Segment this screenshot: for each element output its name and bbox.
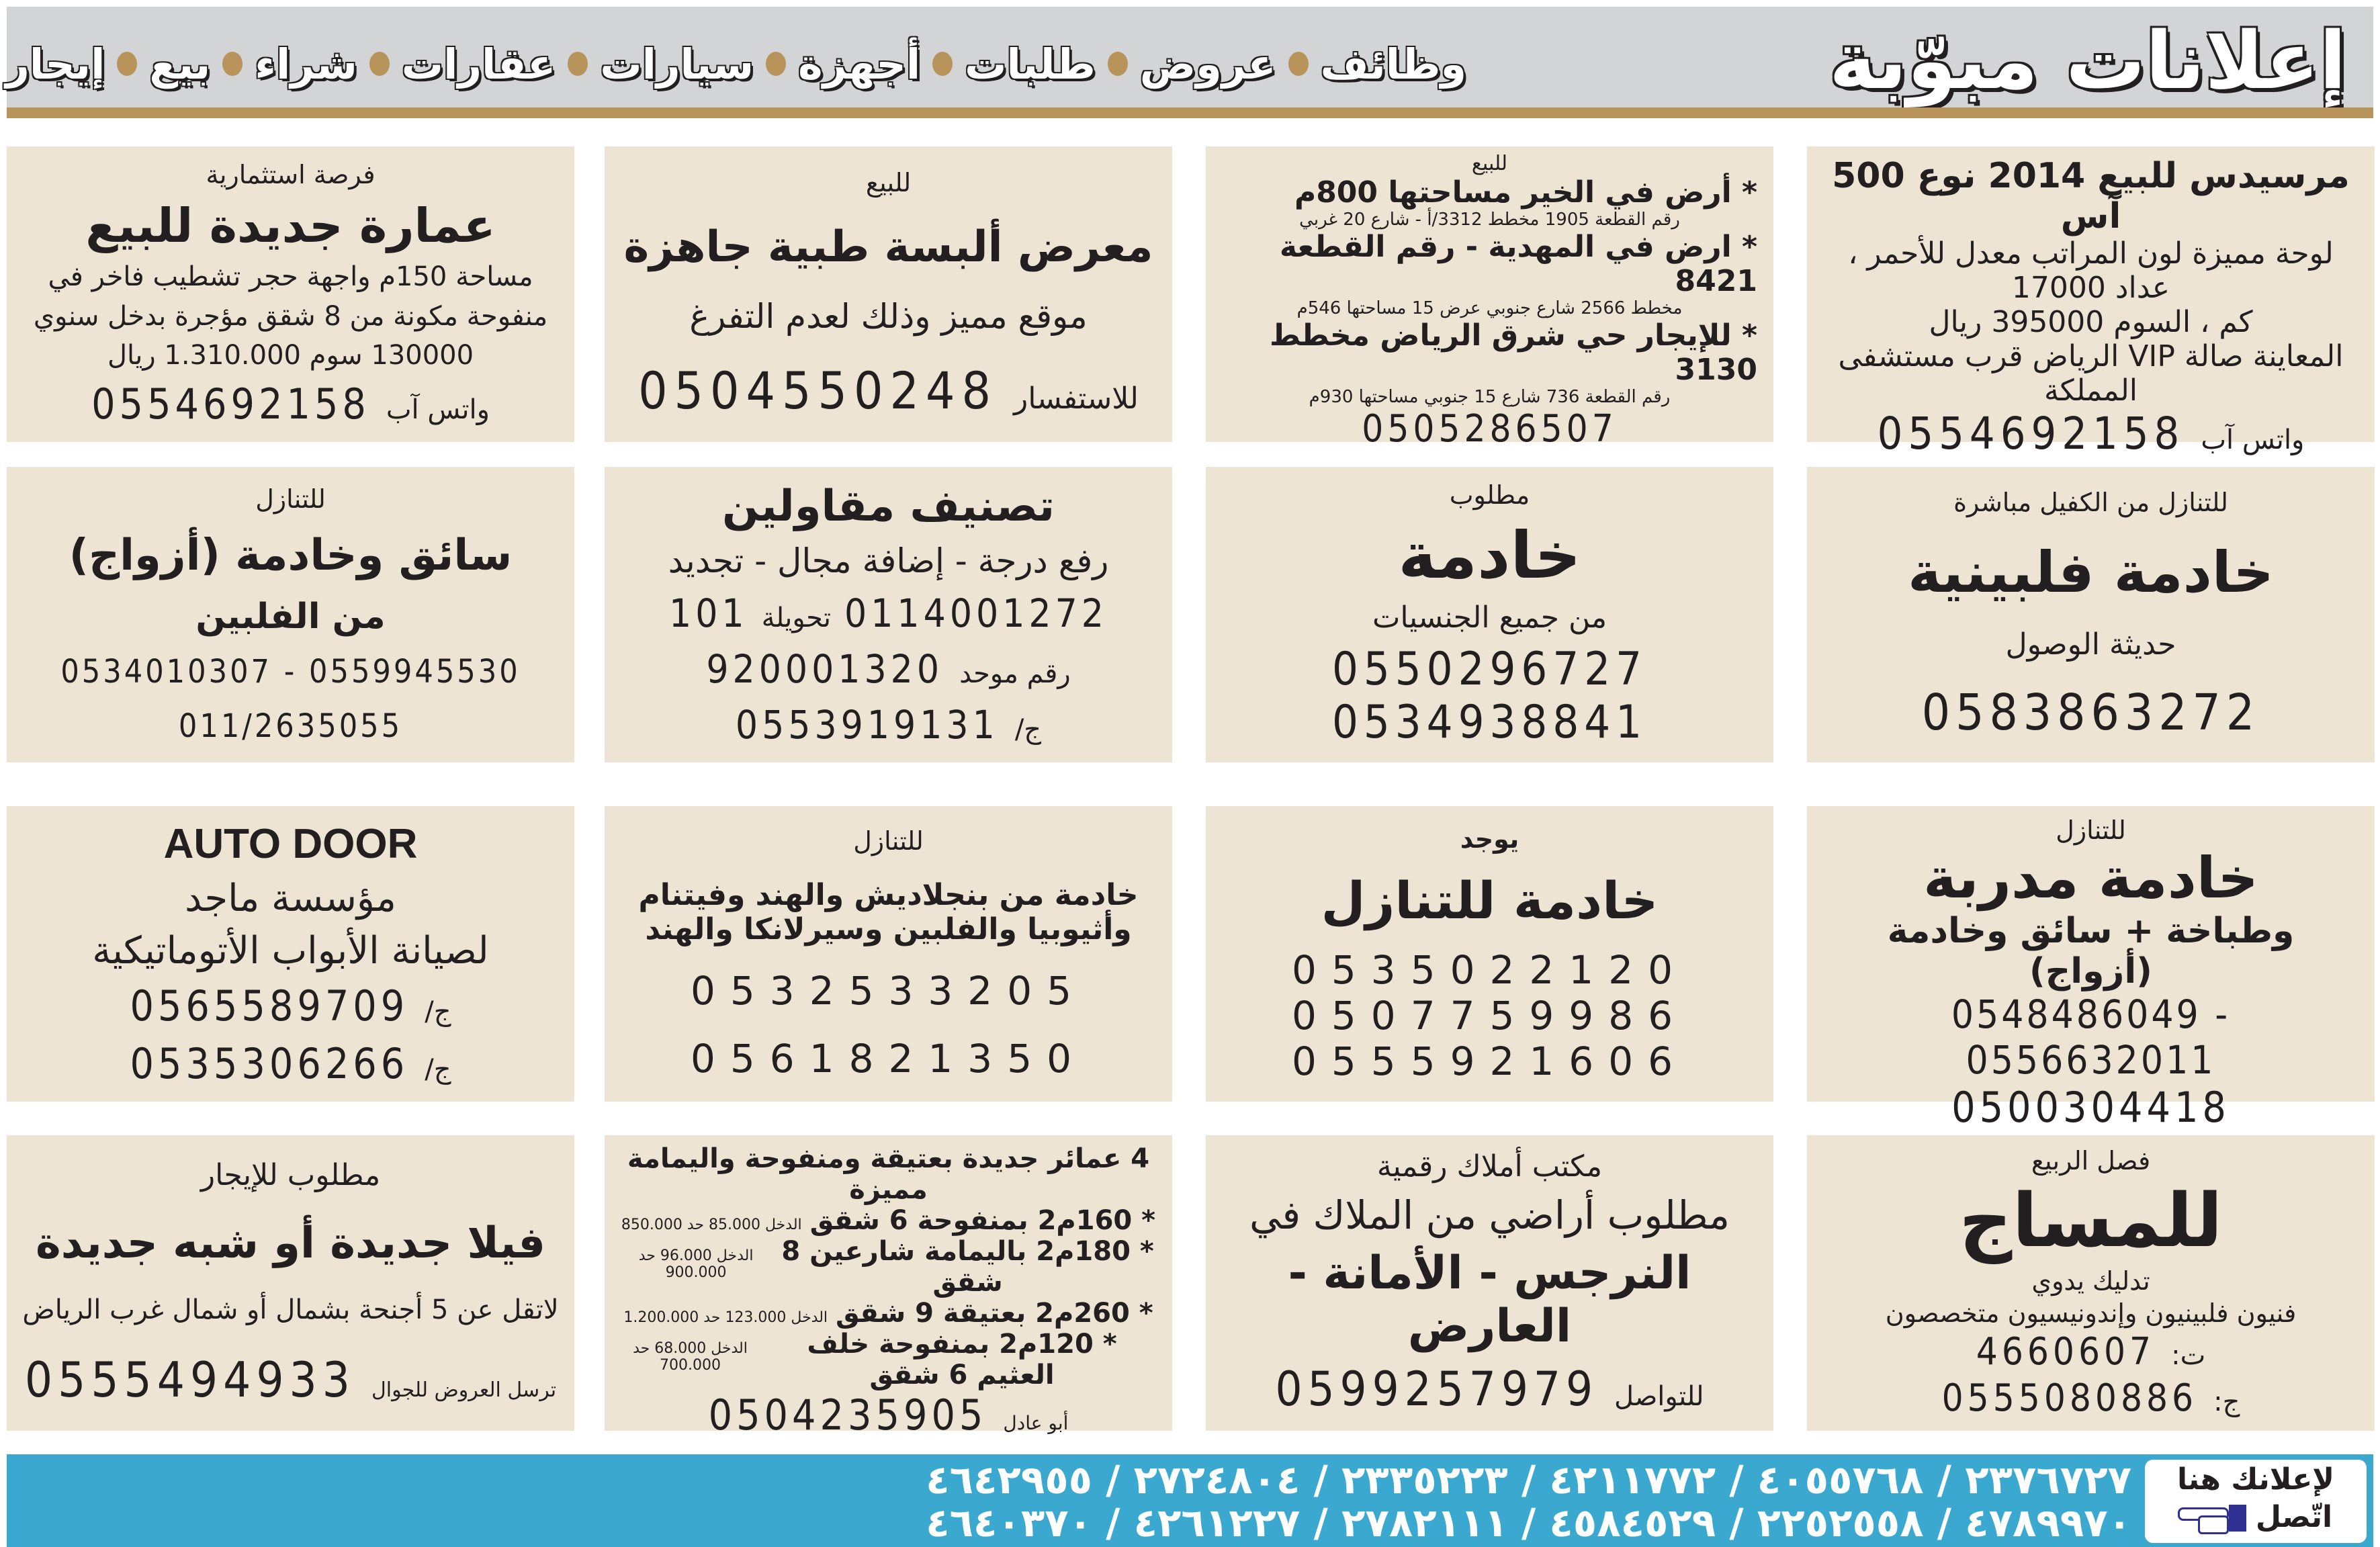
ad-auto-door[interactable] [7, 806, 574, 1102]
ad-kicker: مطلوب [1449, 480, 1530, 510]
phone-number[interactable]: 011/2635055 [178, 707, 403, 745]
ad-text: وطباخة + سائق وخادمة (أزواج) [1887, 911, 2295, 991]
phone-number[interactable]: 0583863272 [1921, 684, 2260, 742]
ad-text: المعاينة صالة VIP الرياض قرب مستشفى المملكة [1838, 339, 2344, 408]
phone-number[interactable]: 0504235905 [708, 1390, 987, 1440]
ad-building-sale[interactable] [7, 146, 574, 442]
call-label: اتّصل [2255, 1500, 2333, 1534]
category-devices[interactable]: أجهزة [798, 39, 921, 89]
ad-text: تدليك يدوي [2031, 1266, 2150, 1296]
advertise-label: لإعلانك هنا [2176, 1462, 2335, 1497]
listing-item: * 120م2 بمنفوحة خلف العثيم 6 شقق الدخل 68.000 حد 700.000 [633, 1329, 1117, 1390]
ad-item-detail: رقم القطعة 736 شارع 15 جنوبي مساحتها 930م [1309, 387, 1671, 407]
ad-kicker: للتنازل [853, 826, 924, 856]
ad-text: منفوحة مكونة من 8 شقق مؤجرة بدخل سنوي [33, 300, 548, 332]
ad-title: عمارة جديدة للبيع [85, 197, 496, 253]
ad-text: موقع مميز وذلك لعدم التفرغ [689, 296, 1088, 336]
phone-number[interactable]: 4660607 [1976, 1330, 2156, 1374]
ad-title: خادمة فلبينية [1908, 539, 2274, 605]
ad-text: حديثة الوصول [2005, 627, 2176, 662]
ad-text: 130000 سوم 1.310.000 ريال [107, 340, 474, 371]
mobile-label: ج/ [425, 996, 451, 1027]
ad-title: تصنيف مقاولين [721, 481, 1055, 531]
footer-contact-bar [7, 1454, 2373, 1547]
ad-kicker: فصل الربيع [2031, 1145, 2151, 1176]
ad-text: مساحة 150م واجهة حجر تشطيب فاخر في [48, 261, 533, 293]
ad-item: * للإيجار حي شرق الرياض مخطط 3130 [1270, 318, 1757, 387]
ad-item-detail: رقم القطعة 1905 مخطط 3312/أ - شارع 20 غربي [1299, 210, 1680, 230]
ad-text: خادمة من بنجلاديش والهند وفيتنام [638, 877, 1139, 912]
ad-title: خادمة مدربة [1923, 845, 2258, 911]
phone-label: واتس آب [2201, 425, 2305, 455]
ad-title: معرض ألبسة طبية جاهزة [623, 222, 1153, 273]
ad-four-buildings[interactable] [605, 1135, 1172, 1440]
ad-text: فنيون فلبينيون وإندونيسيون متخصصون [1885, 1298, 2297, 1328]
ad-item-detail: مخطط 2566 شارع جنوبي عرض 15 مساحتها 546م [1296, 298, 1683, 318]
ad-real-estate-office[interactable] [1206, 1135, 1773, 1431]
bullet-dot-icon [1288, 52, 1309, 76]
ad-title: سائق وخادمة (أزواج) [69, 530, 513, 580]
ad-text: كم ، السوم 395000 ريال [1929, 305, 2253, 339]
mobile-label: ج: [2213, 1386, 2240, 1418]
ad-item: * ارض في المهدية - رقم القطعة 8421 [1279, 230, 1757, 298]
phone-number[interactable]: 0599257979 [1275, 1362, 1599, 1417]
phone-number[interactable]: 0535022120 [1292, 946, 1688, 993]
bullet-dot-icon [369, 52, 390, 76]
ad-maid-wanted[interactable] [1206, 467, 1773, 762]
bullet-dot-icon [117, 52, 137, 76]
phone-number[interactable]: 0532533205 [691, 968, 1087, 1014]
category-requests[interactable]: طلبات [965, 39, 1096, 89]
unified-number-label: رقم موحد [959, 658, 1071, 690]
phone-number[interactable]: 0555080886 [1941, 1376, 2198, 1421]
tel-label: ت: [2171, 1340, 2206, 1372]
unified-number[interactable]: 920001320 [706, 646, 944, 693]
phone-number[interactable]: 0507759986 [1292, 992, 1688, 1038]
ad-trained-maid[interactable] [1807, 806, 2375, 1132]
header-banner [7, 7, 2373, 107]
ad-kicker: للتنازل [255, 484, 326, 515]
ad-kicker: للتنازل [2056, 815, 2126, 845]
advertise-here-box[interactable] [2145, 1460, 2367, 1543]
phone-label: للاستفسار [1013, 381, 1139, 416]
listing-item: * 180م2 باليمامة شارعين 8 شقق الدخل 96.000 حد 900.000 [638, 1236, 1154, 1298]
phone-number[interactable]: 0561821350 [691, 1035, 1087, 1081]
ad-massage[interactable] [1807, 1135, 2375, 1431]
listing-item: * 160م2 بمنفوحة 6 شقق الدخل 85.000 حد 850.000 [621, 1205, 1156, 1236]
ad-kicker: للتنازل من الكفيل مباشرة [1953, 487, 2228, 517]
footer-phone-numbers [15, 1458, 2131, 1544]
mobile-label: ج/ [1014, 714, 1042, 746]
phone-number[interactable]: 0553919131 [735, 702, 999, 748]
ad-villa-wanted[interactable] [7, 1135, 574, 1431]
category-jobs[interactable]: وظائف [1320, 39, 1466, 89]
ad-kicker: مكتب أملاك رقمية [1376, 1149, 1603, 1184]
phone-number[interactable]: 0554692158 [91, 379, 370, 429]
phone-label: ترسل العروض للجوال [371, 1378, 557, 1403]
page-title: إعلانات مبوّبة [1829, 14, 2346, 107]
category-sale[interactable]: بيع [149, 39, 211, 89]
ad-medical-clothing-shop[interactable] [605, 146, 1172, 442]
ad-title: مرسيدس للبيع 2014 نوع 500 آس [1832, 156, 2350, 236]
ad-text: لاتقل عن 5 أجنحة بشمال أو شمال غرب الرياض [22, 1294, 559, 1326]
ad-text: وأثيوبيا والفلبين وسيرلانكا والهند [645, 912, 1132, 946]
ad-maids-nationalities[interactable] [605, 806, 1172, 1102]
phone-label: واتس آب [386, 394, 490, 425]
phone-number[interactable]: 0535306266 [130, 1038, 409, 1088]
phone-number[interactable]: 0555494933 [24, 1352, 355, 1409]
bullet-dot-icon [222, 52, 243, 76]
phone-numbers-line[interactable]: ٤٧٨٩٩٧٠ / ٢٢٥٢٥٥٨ / ٤٥٨٤٥٢٩ / ٢٧٨٢١١١ / ٤٢٦١٢٢٧ / ٤٦٤٠٣٧٠ [926, 1500, 2131, 1546]
extension-label: تحويلة [761, 602, 832, 633]
ad-kicker: فرصة استثمارية [206, 160, 376, 190]
category-cars[interactable]: سيارات [600, 39, 754, 89]
ad-filipino-maid[interactable] [1807, 467, 2375, 762]
ad-kicker: مطلوب للإيجار [200, 1157, 381, 1192]
ad-text: لوحة مميزة لون المراتب معدل للأحمر ، عداد 17000 [1848, 236, 2334, 305]
phone-number[interactable]: 0114001272 [844, 590, 1108, 636]
ad-text: مؤسسة ماجد [185, 876, 396, 920]
category-buy[interactable]: شراء [255, 39, 357, 89]
ad-text: من الفلبين [195, 596, 386, 637]
bullet-dot-icon [1108, 52, 1128, 76]
phone-number[interactable]: 0504550248 [638, 360, 998, 421]
listing-item: * 260م2 بعتيقة 9 شقق الدخل 123.000 حد 1.200.000 [623, 1298, 1153, 1329]
ad-title: للمساج [1959, 1178, 2223, 1264]
category-offers[interactable]: عروض [1139, 39, 1276, 89]
mobile-label: ج/ [425, 1053, 451, 1085]
ad-contractor-classification[interactable] [605, 467, 1172, 762]
phone-number[interactable]: 0534938841 [1331, 696, 1648, 750]
ad-text: من جميع الجنسيات [1372, 601, 1607, 635]
ad-title: فيلا جديدة أو شبه جديدة [35, 1218, 546, 1268]
ad-land-sale[interactable] [1206, 146, 1773, 451]
category-list [5, 34, 1466, 94]
phone-numbers-line[interactable]: ٢٣٧٦٧٢٧ / ٤٠٥٥٧٦٨ / ٤٢١١٧٧٢ / ٢٣٣٥٢٢٣ / ٢٧٢٤٨٠٤ / ٤٦٤٢٩٥٥ [926, 1457, 2131, 1503]
phone-number[interactable]: 0505286507 [1362, 407, 1618, 451]
phone-number[interactable]: 0550296727 [1331, 643, 1648, 697]
bullet-dot-icon [766, 52, 786, 76]
ad-title: 4 عمائر جديدة بعتيقة ومنفوحة واليمامة مميزة [627, 1143, 1150, 1205]
category-real-estate[interactable]: عقارات [401, 39, 556, 89]
extension-number: 101 [669, 590, 748, 636]
phone-number[interactable]: 0548486049 - 0556632011 [1951, 991, 2231, 1083]
phone-number[interactable]: 0555921606 [1292, 1038, 1688, 1084]
ad-kicker: يوجد [1460, 824, 1519, 854]
ad-title: خادمة للتنازل [1321, 870, 1659, 930]
ad-text: رفع درجة - إضافة مجال - تجديد [668, 541, 1109, 580]
ad-title: النرجس - الأمانة - العارض [1288, 1247, 1691, 1354]
phone-label: أبو عادل [1003, 1412, 1069, 1434]
phone-number[interactable]: 0565589709 [130, 981, 409, 1030]
ad-driver-maid-couple[interactable] [7, 467, 574, 762]
ad-text: لصيانة الأبواب الأتوماتيكية [92, 928, 489, 973]
bullet-dot-icon [568, 52, 588, 76]
ad-item: * أرض في الخير مساحتها 800م [1294, 175, 1757, 210]
ad-title: خادمة [1398, 517, 1581, 593]
phone-number[interactable]: 0554692158 [1877, 408, 2185, 459]
phone-label: للتواصل [1614, 1381, 1704, 1413]
ad-maid-transfer[interactable] [1206, 806, 1773, 1102]
ad-kicker: للبيع [865, 168, 912, 198]
ad-title: AUTO DOOR [163, 820, 418, 867]
ad-mercedes-sale[interactable] [1807, 146, 2375, 459]
pointing-hand-icon [2179, 1502, 2246, 1533]
ad-text: مطلوب أراضي من الملاك في [1249, 1192, 1730, 1238]
phone-number[interactable]: 0500304418 [1951, 1083, 2230, 1132]
category-rent[interactable]: إيجار [5, 39, 105, 89]
gold-divider [7, 107, 2373, 118]
bullet-dot-icon [932, 52, 953, 76]
phone-number[interactable]: 0534010307 - 0559945530 [60, 653, 521, 691]
ad-kicker: للبيع [1471, 152, 1508, 175]
